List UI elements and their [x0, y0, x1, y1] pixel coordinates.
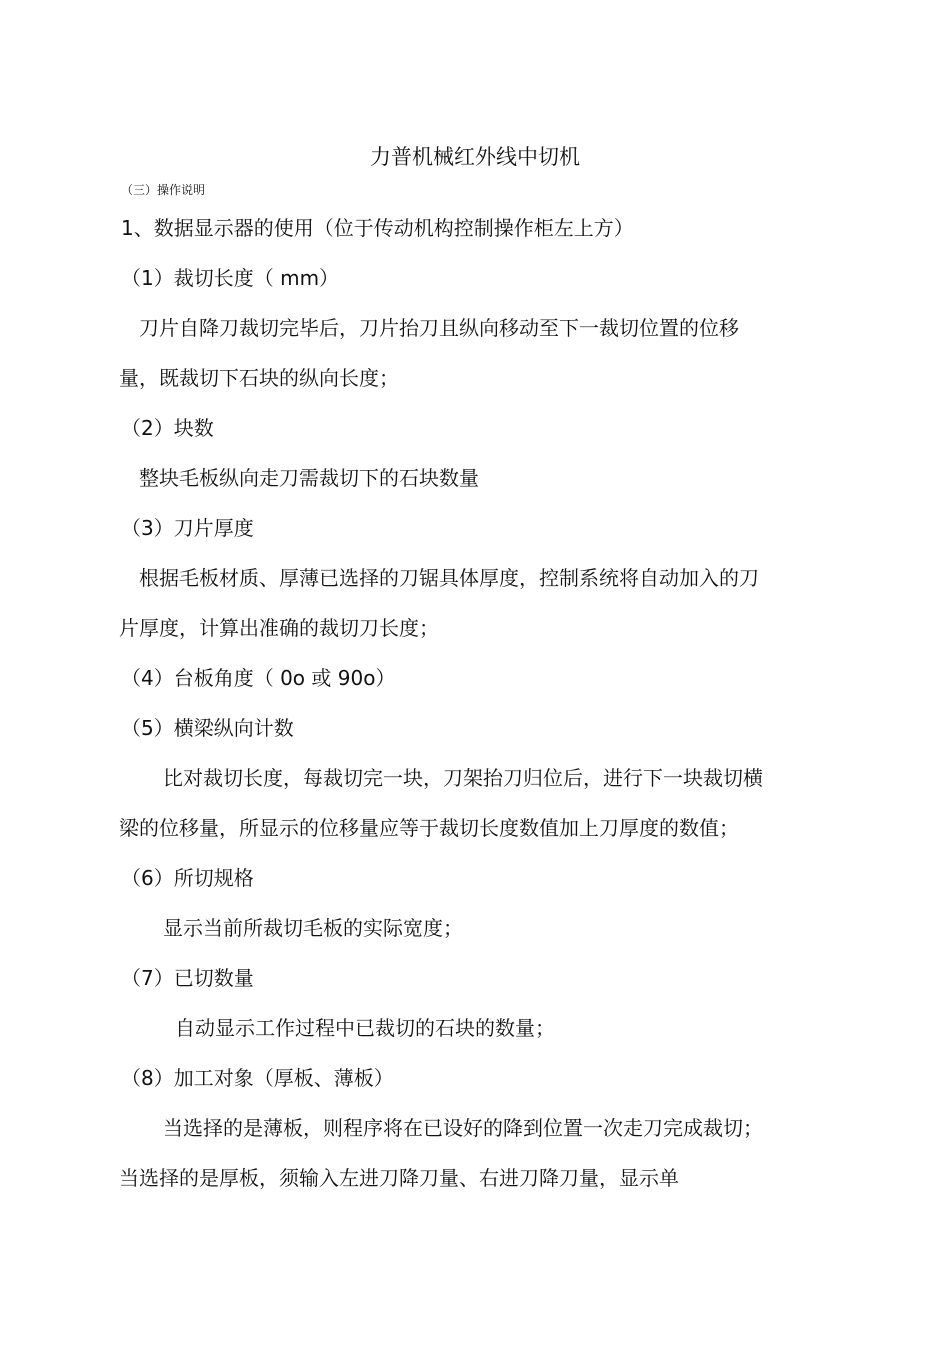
item-beam-count: （5）横梁纵向计数	[121, 716, 294, 740]
paragraph-line: 片厚度，计算出准确的裁切刀长度；	[119, 616, 439, 640]
paragraph-line: 根据毛板材质、厚薄已选择的刀锯具体厚度，控制系统将自动加入的刀	[139, 566, 759, 590]
item-table-angle: （4）台板角度（ 0o 或 90o）	[121, 666, 396, 690]
item-block-count: （2）块数	[121, 416, 214, 440]
paragraph-line: 刀片自降刀裁切完毕后，刀片抬刀且纵向移动至下一裁切位置的位移	[139, 316, 739, 340]
paragraph-line: 整块毛板纵向走刀需裁切下的石块数量	[139, 466, 479, 490]
item-cut-length: （1）裁切长度（ mm）	[121, 266, 340, 290]
section-subtitle: （三）操作说明	[121, 183, 206, 197]
item-work-object: （8）加工对象（厚板、薄板）	[121, 1066, 394, 1090]
paragraph-line: 量，既裁切下石块的纵向长度；	[119, 366, 399, 390]
item-cut-spec: （6）所切规格	[121, 866, 254, 890]
paragraph-line: 当选择的是薄板，则程序将在已设好的降到位置一次走刀完成裁切；	[163, 1116, 763, 1140]
paragraph-line: 梁的位移量，所显示的位移量应等于裁切长度数值加上刀厚度的数值；	[119, 816, 739, 840]
paragraph-line: 比对裁切长度，每裁切完一块，刀架抬刀归位后，进行下一块裁切横	[163, 766, 763, 790]
heading-display-usage: 1、数据显示器的使用（位于传动机构控制操作柜左上方）	[121, 216, 634, 240]
paragraph-line: 自动显示工作过程中已裁切的石块的数量；	[175, 1016, 555, 1040]
paragraph-line: 当选择的是厚板，须输入左进刀降刀量、右进刀降刀量，显示单	[119, 1166, 679, 1190]
paragraph-line: 显示当前所裁切毛板的实际宽度；	[163, 916, 463, 940]
document-title: 力普机械红外线中切机	[370, 145, 580, 169]
item-cut-count: （7）已切数量	[121, 966, 254, 990]
item-blade-thickness: （3）刀片厚度	[121, 516, 254, 540]
